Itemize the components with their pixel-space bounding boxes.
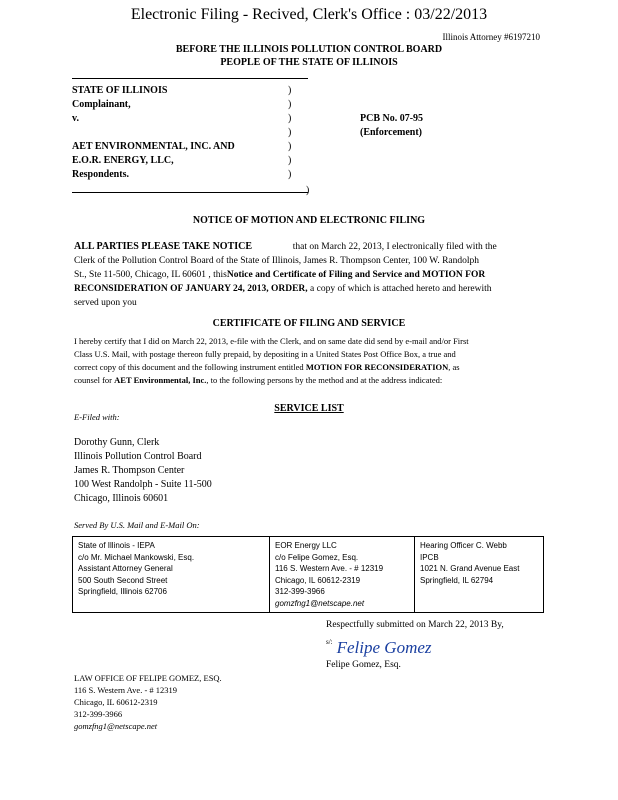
cert-motion-title: MOTION FOR RECONSIDERATION [305,362,449,372]
recipient-2-email: gomzfng1@netscape.net [275,598,365,608]
cert-line-3a: correct copy of this document and the following instrument entitled [74,362,304,372]
clerk-line: Dorothy Gunn, Clerk [74,437,160,448]
law-office-block [74,672,222,732]
efiled-label: E-Filed with: [74,412,120,422]
case-type: (Enforcement) [360,127,423,138]
board-heading: BEFORE THE ILLINOIS POLLUTION CONTROL BOARD [175,44,443,55]
law-office-addr2: Chicago, IL 60612-2319 [74,697,158,707]
caption-parens [288,84,291,182]
caption-line-1: STATE OF ILLINOIS [72,85,168,96]
clerk-line: Illinois Pollution Control Board [74,451,202,462]
paren: ) [288,85,292,96]
service-row [73,537,544,613]
recipient-2-line: EOR Energy LLC [275,541,337,550]
cert-client: AET Environmental, Inc. [114,375,207,385]
law-office-phone: 312-399-3966 [74,709,123,719]
recipient-1-line: State of Illinois - IEPA [78,541,155,550]
cert-line-2: Class U.S. Mail, with postage thereon fully prepaid, by depositing in a United States Post Office Box, a true and [74,349,456,359]
service-table [72,536,544,613]
clerk-line: James R. Thompson Center [74,465,185,476]
caption-parties [72,84,235,182]
notice-body-4a: RECONSIDERATION OF JANUARY 24, 2013, ORDER, [74,284,308,294]
law-office-addr1: 116 S. Western Ave. - # 12319 [74,685,178,695]
cert-line-3 [74,361,554,374]
signature-block [326,638,432,658]
people-heading: PEOPLE OF THE STATE OF ILLINOIS [220,57,398,68]
recipient-3-line: Hearing Officer C. Webb [420,541,507,550]
law-office-name: LAW OFFICE OF FELIPE GOMEZ, ESQ. [74,673,222,683]
notice-body-1: that on March 22, 2013, I electronically filed with the [292,242,497,252]
clerk-line: 100 West Randolph - Suite 11-500 [74,479,212,490]
recipient-2-line: 312-399-3966 [275,587,325,596]
paren: ) [288,155,292,166]
paren-last: ) [306,185,310,196]
recipient-1-line: 500 South Second Street [78,575,168,585]
recipient-2-line: 116 S. Western Ave. - # 12319 [275,564,384,573]
service-list-title: SERVICE LIST [274,403,344,414]
law-office-email: gomzfng1@netscape.net [74,721,158,731]
notice-body-3b: Notice and Certificate of Filing and Service and MOTION FOR [226,270,486,280]
notice-line-3 [74,268,554,282]
paren: ) [288,99,292,110]
case-number: PCB No. 07-95 [360,113,424,124]
notice-line-4 [74,282,554,296]
clerk-line: Chicago, Illinois 60601 [74,493,169,504]
signature-image: Felipe Gomez [336,638,432,657]
certificate-title: CERTIFICATE OF FILING AND SERVICE [212,318,406,329]
attorney-number: Illinois Attorney #6197210 [442,32,540,42]
recipient-2-line: Chicago, IL 60612-2319 [275,575,361,585]
recipient-1-line: Assistant Attorney General [78,564,173,573]
caption-line-6: E.O.R. ENERGY, LLC, [72,155,174,166]
paren: ) [288,113,292,124]
caption-line-5: AET ENVIRONMENTAL, INC. AND [72,141,235,152]
notice-body-2: Clerk of the Pollution Control Board of the State of Illinois, James R. Thompson Center, 100 W. Randolph [74,256,480,266]
notice-body-4b: a copy of which is attached hereto and herewith [310,284,492,294]
printed-name: Felipe Gomez, Esq. [326,660,401,670]
caption-bottom-rule [72,192,308,193]
cert-line-4 [74,374,554,387]
service-recipient-1 [73,537,270,613]
recipient-1-line: Springfield, Illinois 62706 [78,587,167,596]
caption-top-rule [72,78,308,79]
respectfully-submitted: Respectfully submitted on March 22, 2013 By, [326,620,504,630]
clerk-address [74,436,212,506]
recipient-3-line: IPCB [420,552,439,562]
paren: ) [288,169,292,180]
caption-line-3: v. [72,113,79,124]
notice-body-5: served upon you [74,298,137,308]
paren: ) [288,127,292,138]
notice-paragraph [74,240,554,310]
cert-line-4a: counsel for [74,375,113,385]
paren: ) [288,141,292,152]
notice-line-1 [74,240,554,254]
notice-title: NOTICE OF MOTION AND ELECTRONIC FILING [192,215,426,226]
cert-line-1: I hereby certify that I did on March 22, 2013, e-file with the Clerk, and on same date did send by e-mail and/or First [74,336,469,346]
s-mark: s/: [326,638,333,646]
notice-body-3a: St., Ste 11-500, Chicago, IL 60601 , this [74,270,227,280]
cert-line-3c: , as [448,362,460,372]
served-label: Served By U.S. Mail and E-Mail On: [74,520,200,530]
service-recipient-3 [415,537,544,613]
recipient-3-line: 1021 N. Grand Avenue East [420,564,520,573]
recipient-2-line: c/o Felipe Gomez, Esq. [275,552,359,562]
cert-line-4c: , to the following persons by the method and at the address indicated: [206,375,443,385]
caption-line-4 [72,126,235,140]
certificate-paragraph [74,335,554,387]
filing-stamp-header: Electronic Filing - Recived, Clerk's Office : 03/22/2013 [130,6,488,23]
service-recipient-2 [270,537,415,613]
caption-line-2: Complainant, [72,99,131,110]
notice-lead: ALL PARTIES PLEASE TAKE NOTICE [74,241,253,252]
caption-line-7: Respondents. [72,169,129,180]
recipient-1-line: c/o Mr. Michael Mankowski, Esq. [78,552,195,562]
recipient-3-line: Springfield, IL 62794 [420,575,494,585]
